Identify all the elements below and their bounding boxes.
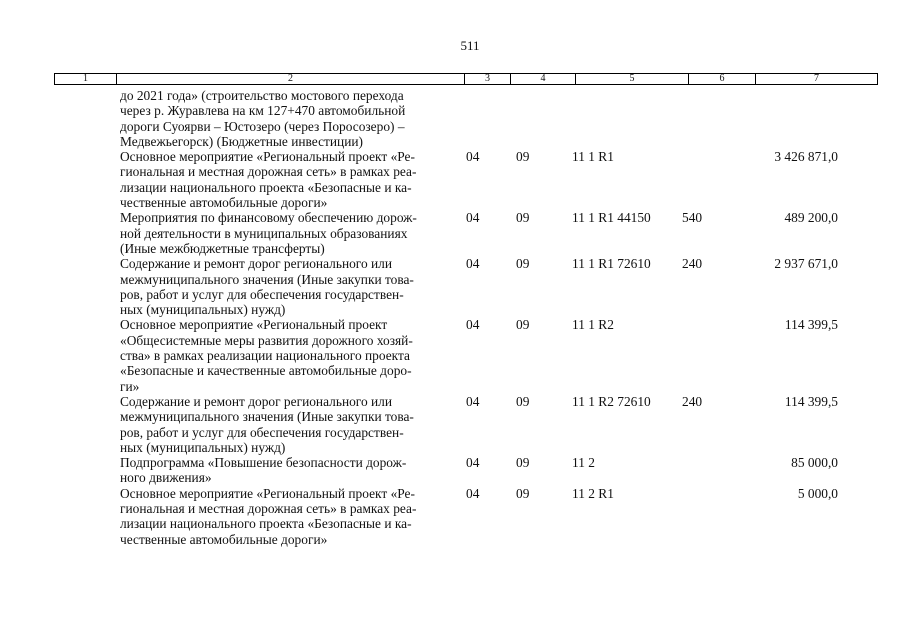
description-line: Медвежьегорск) (Бюджетные инвестиции) bbox=[120, 133, 363, 149]
target-article-code: 11 1 R2 bbox=[572, 317, 614, 333]
target-article-code: 11 1 R1 44150 bbox=[572, 210, 651, 226]
subsection-code: 09 bbox=[516, 210, 530, 226]
section-code: 04 bbox=[466, 485, 480, 501]
amount: 114 399,5 bbox=[784, 393, 838, 409]
description-line: лизации национального проекта «Безопасные и ка- bbox=[120, 179, 412, 195]
subsection-code: 09 bbox=[516, 317, 530, 333]
header-col-6: 6 bbox=[689, 74, 756, 84]
expense-type-code: 240 bbox=[682, 256, 703, 272]
description-line: лизации национального проекта «Безопасные и ка- bbox=[120, 516, 412, 532]
target-article-code: 11 1 R1 72610 bbox=[572, 256, 651, 272]
table-row bbox=[120, 88, 890, 149]
header-col-5: 5 bbox=[576, 74, 689, 84]
description-line: ства» в рамках реализации национального проекта bbox=[120, 348, 410, 364]
subsection-code: 09 bbox=[516, 256, 530, 272]
row-description bbox=[120, 256, 466, 317]
expense-type-code: 540 bbox=[682, 210, 703, 226]
amount: 5 000,0 bbox=[797, 485, 838, 501]
table-header bbox=[54, 73, 878, 85]
row-description bbox=[120, 486, 466, 547]
section-code: 04 bbox=[466, 256, 480, 272]
row-description bbox=[120, 210, 466, 256]
header-col-1: 1 bbox=[55, 74, 117, 84]
description-line: ного движения» bbox=[120, 470, 212, 486]
description-line: Основное мероприятие «Региональный проект bbox=[120, 317, 388, 333]
description-line: гиональная и местная дорожная сеть» в рамках реа- bbox=[120, 164, 417, 180]
description-line: чественные автомобильные дороги» bbox=[120, 531, 328, 547]
description-line: гиональная и местная дорожная сеть» в рамках реа- bbox=[120, 501, 417, 517]
section-code: 04 bbox=[466, 210, 480, 226]
description-line: ги» bbox=[120, 378, 140, 394]
description-line: межмуниципального значения (Иные закупки това- bbox=[120, 271, 414, 287]
table-row bbox=[120, 394, 890, 455]
table-body bbox=[120, 88, 890, 547]
header-col-2: 2 bbox=[117, 74, 465, 84]
section-code: 04 bbox=[466, 149, 480, 165]
subsection-code: 09 bbox=[516, 393, 530, 409]
description-line: Основное мероприятие «Региональный проект «Ре- bbox=[120, 485, 415, 501]
description-line: ных (муниципальных) нужд) bbox=[120, 302, 286, 318]
target-article-code: 11 1 R2 72610 bbox=[572, 393, 651, 409]
description-line: Мероприятия по финансовому обеспечению дорож- bbox=[120, 210, 417, 226]
amount: 489 200,0 bbox=[784, 210, 838, 226]
amount: 3 426 871,0 bbox=[774, 149, 838, 165]
description-line: межмуниципального значения (Иные закупки това- bbox=[120, 409, 414, 425]
description-line: ных (муниципальных) нужд) bbox=[120, 439, 286, 455]
description-line: Содержание и ремонт дорог регионального или bbox=[120, 393, 393, 409]
row-description bbox=[120, 394, 466, 455]
amount: 2 937 671,0 bbox=[774, 256, 838, 272]
target-article-code: 11 1 R1 bbox=[572, 149, 614, 165]
row-description bbox=[120, 317, 466, 393]
description-line: (Иные межбюджетные трансферты) bbox=[120, 240, 325, 256]
description-line: Содержание и ремонт дорог регионального или bbox=[120, 256, 393, 272]
section-code: 04 bbox=[466, 393, 480, 409]
table-row bbox=[120, 486, 890, 547]
row-description bbox=[120, 455, 466, 486]
row-description bbox=[120, 88, 466, 149]
table-row bbox=[120, 455, 890, 486]
amount: 85 000,0 bbox=[791, 455, 838, 471]
description-line: через р. Журавлева на км 127+470 автомобильной bbox=[120, 103, 406, 119]
description-line: дороги Суоярви – Юстозеро (через Поросозеро) – bbox=[120, 118, 405, 134]
subsection-code: 09 bbox=[516, 455, 530, 471]
target-article-code: 11 2 bbox=[572, 455, 595, 471]
description-line: ров, работ и услуг для обеспечения государствен- bbox=[120, 286, 404, 302]
table-row bbox=[120, 256, 890, 317]
description-line: Основное мероприятие «Региональный проект «Ре- bbox=[120, 149, 415, 165]
section-code: 04 bbox=[466, 455, 480, 471]
subsection-code: 09 bbox=[516, 149, 530, 165]
description-line: ной деятельности в муниципальных образованиях bbox=[120, 225, 408, 241]
table-row bbox=[120, 317, 890, 393]
description-line: ров, работ и услуг для обеспечения государствен- bbox=[120, 424, 404, 440]
page-number: 511 bbox=[460, 38, 480, 53]
target-article-code: 11 2 R1 bbox=[572, 485, 614, 501]
description-line: Подпрограмма «Повышение безопасности дорож- bbox=[120, 455, 407, 471]
section-code: 04 bbox=[466, 317, 480, 333]
header-col-3: 3 bbox=[465, 74, 511, 84]
description-line: чественные автомобильные дороги» bbox=[120, 195, 328, 211]
description-line: «Безопасные и качественные автомобильные доро- bbox=[120, 363, 412, 379]
table-row bbox=[120, 149, 890, 210]
expense-type-code: 240 bbox=[682, 393, 703, 409]
subsection-code: 09 bbox=[516, 485, 530, 501]
header-col-4: 4 bbox=[511, 74, 576, 84]
description-line: «Общесистемные меры развития дорожного хозяй- bbox=[120, 332, 413, 348]
row-description bbox=[120, 149, 466, 210]
table-row bbox=[120, 210, 890, 256]
description-line: до 2021 года» (строительство мостового перехода bbox=[120, 88, 404, 103]
header-col-7: 7 bbox=[814, 73, 819, 84]
amount: 114 399,5 bbox=[784, 317, 838, 333]
